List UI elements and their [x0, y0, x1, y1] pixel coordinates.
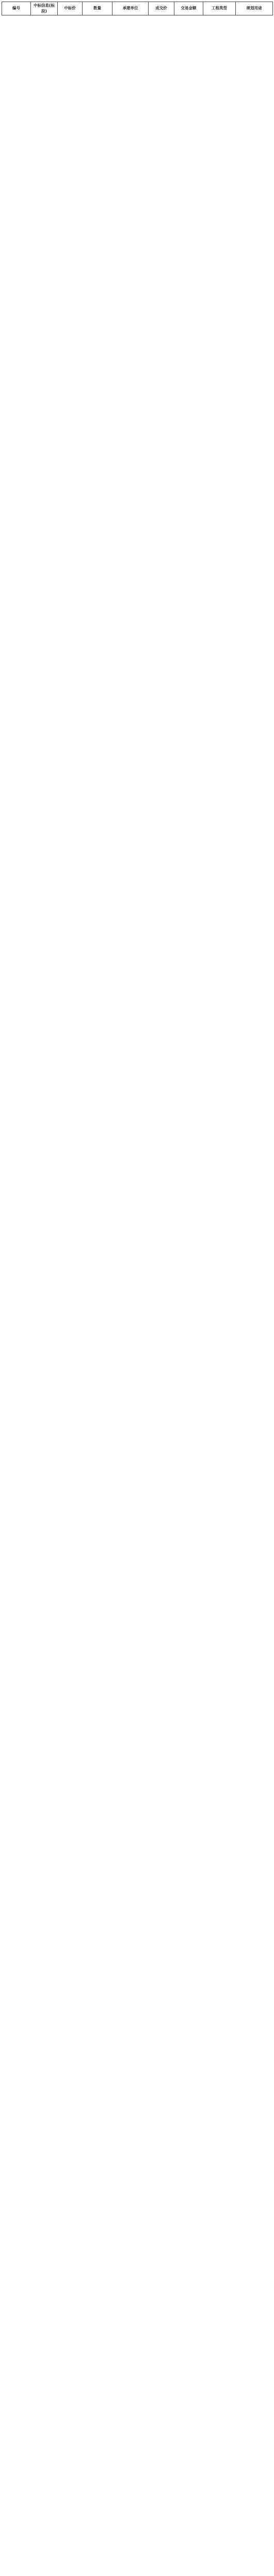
column-header-id: 编号 [2, 2, 31, 15]
data-table [2, 2, 273, 15]
column-header-bid-section: 中标信息(标段) [31, 2, 58, 15]
column-header-land-use: 规划用途 [236, 2, 273, 15]
column-header-contractor: 承建单位 [112, 2, 149, 15]
table-header [2, 2, 273, 15]
column-header-project-type: 工程类型 [203, 2, 236, 15]
header-row [2, 2, 273, 15]
column-header-bid-price: 中标价 [58, 2, 83, 15]
column-header-amount: 交易金额 [174, 2, 203, 15]
column-header-quantity: 数量 [83, 2, 112, 15]
column-header-deal-price: 成交价 [149, 2, 174, 15]
